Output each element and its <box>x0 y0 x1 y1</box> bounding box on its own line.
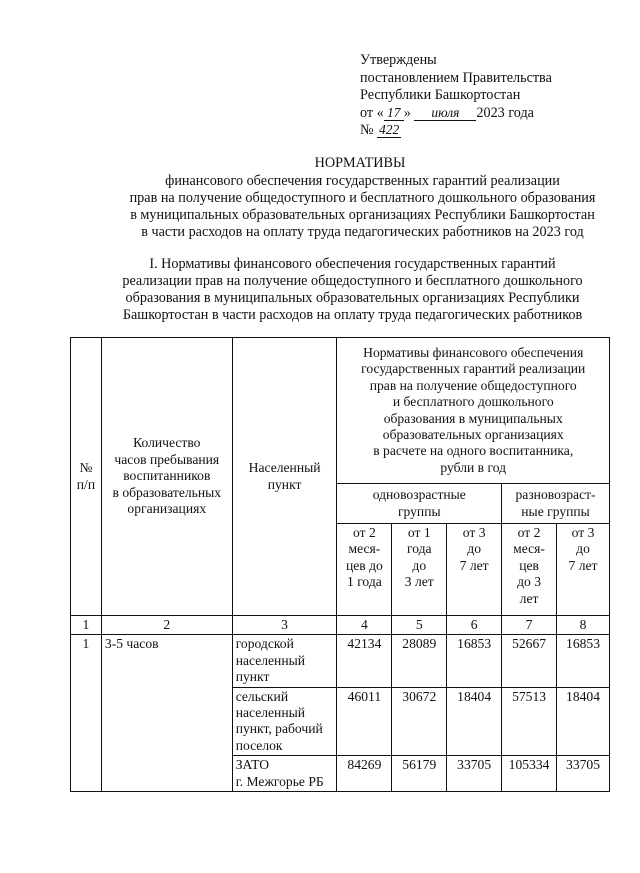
value-cell: 28089 <box>392 635 447 687</box>
header-line: государственных гарантий реализации <box>361 361 586 377</box>
header-line: от 1 <box>407 525 431 540</box>
locality-line: городской <box>235 636 294 652</box>
approval-line: Республики Башкортостан <box>360 87 521 103</box>
col-number: 6 <box>447 616 502 635</box>
header-age-col <box>502 524 557 616</box>
header-line: меся- <box>513 541 545 557</box>
section-line: реализации прав на получение общедоступного и бесплатного дошкольного <box>122 273 583 289</box>
header-line: до 3 <box>517 574 542 590</box>
date-mid: » <box>403 104 411 121</box>
value-cell: 105334 <box>502 756 557 792</box>
section-line: образования в муниципальных образовательных организациях Республики <box>125 290 580 306</box>
header-line: до <box>576 541 590 557</box>
col-number: 7 <box>502 616 557 635</box>
header-line: Нормативы финансового обеспечения <box>363 344 584 360</box>
header-line: и бесплатного дошкольного <box>392 394 554 410</box>
header-hours <box>101 338 232 616</box>
number-sign: № <box>360 122 374 138</box>
norms-table <box>70 337 610 792</box>
header-line: Населенный <box>248 460 321 476</box>
document-title: НОРМАТИВЫ <box>314 155 406 171</box>
value-cell: 18404 <box>557 687 610 756</box>
header-line: Количество <box>133 435 201 451</box>
locality-line: сельский <box>235 688 289 704</box>
header-line: от 2 <box>517 525 541 540</box>
approval-stamp <box>360 52 630 140</box>
header-line: меся- <box>348 541 381 557</box>
header-line: до <box>412 557 427 573</box>
value-cell: 56179 <box>392 756 447 792</box>
header-line: в образовательных <box>112 484 222 500</box>
row-locality <box>232 756 337 792</box>
locality-line: г. Межгорье РБ <box>235 773 324 789</box>
value-cell: 52667 <box>502 635 557 687</box>
section-heading <box>75 256 630 324</box>
header-line: п/п <box>76 476 96 492</box>
header-line: № <box>79 460 93 476</box>
subtitle-line: прав на получение общедоступного и бесплатного дошкольного образования <box>129 190 596 206</box>
locality-line: населенный <box>235 705 306 721</box>
header-line: от 2 <box>353 525 376 540</box>
header-line: ные группы <box>521 503 590 519</box>
value-cell: 30672 <box>392 687 447 756</box>
header-line: группы <box>397 503 441 519</box>
date-month: июля <box>414 106 476 121</box>
value-cell: 42134 <box>337 635 392 687</box>
section-line: I. Нормативы финансового обеспечения государственных гарантий <box>149 256 556 272</box>
date-day: 17 <box>384 106 404 121</box>
header-line: цев <box>519 557 539 573</box>
col-number: 3 <box>232 616 337 635</box>
document-subtitle <box>70 173 640 241</box>
header-line: от 3 <box>462 525 486 540</box>
date-year: 2023 года <box>476 104 534 121</box>
decree-number: 422 <box>378 122 400 137</box>
row-num: 1 <box>71 635 102 792</box>
header-line: рубли в год <box>440 459 507 475</box>
value-cell: 16853 <box>447 635 502 687</box>
approval-date <box>360 105 630 123</box>
row-locality <box>232 687 337 756</box>
header-line: воспитанников <box>123 468 211 484</box>
subtitle-line: финансового обеспечения государственных гарантий реализации <box>165 173 560 189</box>
locality-line: пункт <box>235 669 270 685</box>
col-number: 5 <box>392 616 447 635</box>
locality-line: поселок <box>235 737 283 753</box>
header-line: прав на получение общедоступного <box>369 377 577 393</box>
header-line: 7 лет <box>459 557 489 573</box>
approval-line: Утверждены <box>360 52 437 68</box>
header-norms <box>337 338 610 484</box>
col-number: 8 <box>557 616 610 635</box>
header-age-col <box>337 524 392 616</box>
value-cell: 84269 <box>337 756 392 792</box>
header-line: разновозраст- <box>515 487 596 503</box>
header-age-col <box>447 524 502 616</box>
header-line: цев до <box>345 557 383 573</box>
header-mixed-age <box>502 484 610 524</box>
approval-line: постановлением Правительства <box>360 69 552 86</box>
header-age-col <box>392 524 447 616</box>
header-age-col <box>557 524 610 616</box>
header-num <box>71 338 102 616</box>
row-locality <box>232 635 337 687</box>
header-line: 7 лет <box>568 557 598 573</box>
header-same-age <box>337 484 502 524</box>
value-cell: 18404 <box>447 687 502 756</box>
date-prefix: от « <box>360 104 384 121</box>
header-line: 3 лет <box>404 574 434 590</box>
header-line: 1 года <box>347 574 382 590</box>
col-number: 2 <box>101 616 232 635</box>
subtitle-line: в части расходов на оплату труда педагогических работников на 2023 год <box>141 224 584 240</box>
table-row <box>71 635 610 687</box>
column-number-row <box>71 616 610 635</box>
value-cell: 57513 <box>502 687 557 756</box>
header-line: года <box>406 541 432 557</box>
header-locality <box>232 338 337 616</box>
locality-line: населенный <box>235 652 306 668</box>
value-cell: 16853 <box>557 635 610 687</box>
header-line: образовательных организациях <box>382 426 564 442</box>
header-line: в расчете на одного воспитанника, <box>373 443 574 459</box>
col-number: 1 <box>71 616 102 635</box>
header-line: одновозрастные <box>372 487 466 503</box>
row-hours: 3-5 часов <box>101 635 232 792</box>
header-line: образования в муниципальных <box>383 410 563 426</box>
header-line: пункт <box>267 476 302 492</box>
header-line: от 3 <box>571 525 595 540</box>
col-number: 4 <box>337 616 392 635</box>
subtitle-line: в муниципальных образовательных организациях Республики Башкортостан <box>130 207 595 223</box>
value-cell: 33705 <box>447 756 502 792</box>
value-cell: 33705 <box>557 756 610 792</box>
section-line: Башкортостан в части расходов на оплату труда педагогических работников <box>122 307 583 323</box>
header-line: часов пребывания <box>114 451 220 467</box>
header-line: до <box>467 541 482 557</box>
approval-number <box>360 122 630 140</box>
value-cell: 46011 <box>337 687 392 756</box>
header-line: лет <box>519 590 539 606</box>
locality-line: ЗАТО <box>235 757 270 773</box>
locality-line: пункт, рабочий <box>235 721 323 737</box>
header-line: организациях <box>127 501 207 517</box>
